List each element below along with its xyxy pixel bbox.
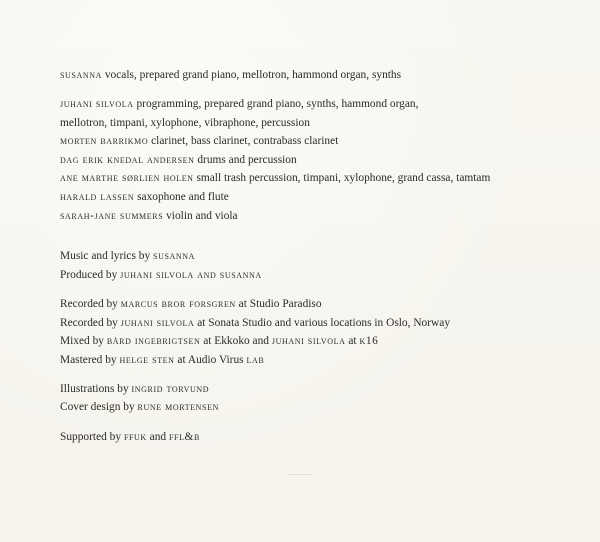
recording-credit: Recorded by marcus bror forsgren at Studio Paradiso xyxy=(60,297,322,310)
sponsor-name: ffuk xyxy=(123,430,147,443)
credit-name: ingrid torvund xyxy=(131,382,210,395)
credit-name: bård ingebrigtsen xyxy=(106,335,201,348)
producer-credit: Produced by juhani silvola and susanna xyxy=(60,268,262,281)
musician-credit xyxy=(60,132,580,151)
music-lyrics-credit: Music and lyrics by susanna xyxy=(60,250,196,263)
sponsor-name: ffl&b xyxy=(168,430,200,443)
musician-role: vocals, prepared grand piano, mellotron, hammond organ, synths xyxy=(104,69,402,81)
page-crease-mark xyxy=(287,474,313,475)
illustration-credit: Illustrations by ingrid torvund xyxy=(60,382,210,395)
musician-credit xyxy=(60,169,580,188)
musician-credit xyxy=(60,188,580,207)
support-credits xyxy=(60,428,580,447)
musician-credit xyxy=(60,207,580,226)
credits-text xyxy=(60,66,580,457)
studio-name: lab xyxy=(246,353,265,366)
musician-role: saxophone and flute xyxy=(137,191,229,204)
musician-credit xyxy=(60,151,580,170)
musician-name: ane marthe sørlien holen xyxy=(60,172,194,185)
support-credit: Supported by ffuk and ffl&b xyxy=(60,430,200,443)
musician-role: programming, prepared grand piano, synths, hammond organ, xyxy=(136,98,419,111)
credit-name: juhani silvola xyxy=(120,316,195,329)
mastering-credit: Mastered by helge sten at Audio Virus lab xyxy=(60,353,265,366)
musician-name: harald lassen xyxy=(60,191,135,204)
musician-name: morten barrikmo xyxy=(60,135,149,148)
studio-name: k16 xyxy=(359,335,379,348)
writing-credits xyxy=(60,247,580,284)
musician-credit xyxy=(60,66,580,85)
credit-name: susanna xyxy=(153,250,196,263)
art-credits xyxy=(60,380,580,417)
cover-design-credit: Cover design by rune mortensen xyxy=(60,401,219,414)
musicians-list-2 xyxy=(60,95,580,225)
musician-role: violin and viola xyxy=(166,209,238,222)
musician-name: dag erik knedal andersen xyxy=(60,153,195,166)
musician-name: sarah-jane summers xyxy=(60,209,164,222)
credit-name: helge sten xyxy=(119,353,175,366)
musician-name: juhani silvola xyxy=(60,98,134,111)
musician-credit xyxy=(60,95,580,114)
credit-name: juhani silvola and susanna xyxy=(120,268,262,281)
recording-credits xyxy=(60,295,580,369)
musician-role: small trash percussion, timpani, xylophone, grand cassa, tamtam xyxy=(196,172,491,185)
musician-role: drums and percussion xyxy=(197,153,297,166)
musicians-list xyxy=(60,66,580,85)
mixing-credit: Mixed by bård ingebrigtsen at Ekkoko and juhani silvola at k16 xyxy=(60,335,379,348)
musician-role: clarinet, bass clarinet, contrabass clarinet xyxy=(151,135,339,148)
musician-role-continued: mellotron, timpani, xylophone, vibraphone, percussion xyxy=(60,116,310,129)
credit-name: rune mortensen xyxy=(137,401,219,414)
credit-name: juhani silvola xyxy=(271,335,346,348)
musician-name: susanna xyxy=(60,69,102,81)
recording-credit: Recorded by juhani silvola at Sonata Studio and various locations in Oslo, Norway xyxy=(60,316,451,329)
credit-name: marcus bror forsgren xyxy=(120,297,236,310)
